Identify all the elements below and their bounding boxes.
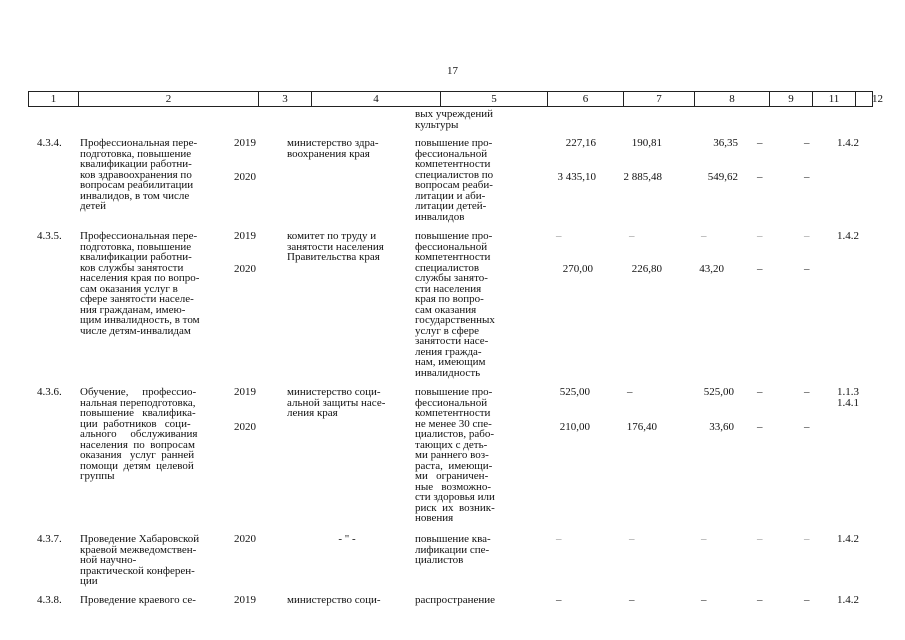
row-result: повышение про- фессиональной компетентности специалистов по вопросам реаби- литации и аби- литации детей- инвалидов — [415, 137, 494, 223]
continuation-text: вых учреждений культуры — [415, 108, 493, 131]
value-2020-federal: 2 885,48 — [623, 171, 662, 183]
value-2020-federal: 226,80 — [631, 263, 662, 275]
value-2019-regional: 36,35 — [713, 137, 738, 149]
value-2020-col9: – — [757, 263, 763, 275]
value-2020-total: 3 435,10 — [557, 171, 596, 183]
row-number: 4.3.8. — [37, 594, 62, 606]
value-2019-col9: – — [757, 137, 763, 149]
row-number: 4.3.5. — [37, 230, 62, 242]
row-result: повышение про- фессиональной компетентности специалистов службы занято- сти населения края по вопро- сам оказания государственных услуг в сфере занятости насе- ления гражда- нам, имеющим инвалидность — [415, 230, 495, 379]
value-2019-col9: – — [757, 594, 763, 606]
value-2020-col9: – — [757, 171, 763, 183]
value-2019-regional: – — [701, 230, 707, 242]
value-2020-col11: – — [804, 263, 810, 275]
row-year: 2019 — [234, 230, 256, 242]
value-2020-col11: – — [804, 533, 810, 545]
page-number: 17 — [447, 65, 458, 77]
value-2019-federal: – — [629, 230, 635, 242]
header-col-8: 8 — [695, 92, 770, 106]
row-code: 1.4.2 — [837, 230, 859, 242]
value-2019-regional: – — [701, 594, 707, 606]
value-2019-regional: 525,00 — [703, 386, 734, 398]
row-executor: комитет по труду и занятости населения Правительства края — [287, 230, 384, 263]
row-number: 4.3.7. — [37, 533, 62, 545]
row-year: 2020 — [234, 533, 256, 545]
row-result: распространение — [415, 594, 496, 606]
value-2020-total: – — [556, 533, 562, 545]
value-2020-regional: – — [701, 533, 707, 545]
header-col-5: 5 — [441, 92, 548, 106]
row-year: 2020 — [234, 171, 256, 183]
row-code: 1.4.2 — [837, 137, 859, 149]
row-result: повышение про- фессиональной компетентности не менее 30 спе- циалистов, рабо- тающих с деть- ми раннего воз- раста, имеющи- ми ограничен- ные возможно- сти здоровья или риск их возник- новения — [415, 386, 495, 524]
row-name: Профессиональная пере- подготовка, повышение квалификации работни- ков службы занятости населения края по вопро- сам оказания услуг в сфере занятости населе- ния гражданам, имею- щим инвалидность, в том числе детям-инвалидам — [80, 230, 200, 337]
value-2020-col11: – — [804, 421, 810, 433]
table-header — [28, 91, 883, 107]
value-2019-col11: – — [804, 594, 810, 606]
value-2019-total: – — [556, 230, 562, 242]
value-2019-total: 227,16 — [565, 137, 596, 149]
row-code: 1.4.2 — [837, 533, 859, 545]
row-year: 2019 — [234, 594, 256, 606]
value-2020-regional: 43,20 — [699, 263, 724, 275]
value-2020-col9: – — [757, 533, 763, 545]
header-col-11: 11 — [813, 92, 856, 106]
header-col-1: 1 — [29, 92, 79, 106]
row-name: Проведение краевого се- — [80, 594, 196, 606]
row-year: 2020 — [234, 263, 256, 275]
value-2020-col9: – — [757, 421, 763, 433]
row-code: 1.4.2 — [837, 594, 859, 606]
value-2019-col9: – — [757, 386, 763, 398]
value-2020-federal: – — [629, 533, 635, 545]
header-col-4: 4 — [312, 92, 441, 106]
value-2020-total: 270,00 — [562, 263, 593, 275]
row-year: 2019 — [234, 137, 256, 149]
row-code: 1.1.3 1.4.1 — [837, 386, 859, 409]
value-2019-federal: – — [629, 594, 635, 606]
value-2019-col11: – — [804, 230, 810, 242]
row-result: повышение ква- лификации спе- циалистов — [415, 533, 491, 566]
row-year: 2020 — [234, 421, 256, 433]
header-col-12: 12 — [872, 93, 883, 105]
value-2020-col11: – — [804, 171, 810, 183]
header-col-6: 6 — [548, 92, 624, 106]
row-name: Обучение, профессио- нальная переподготовка, повышение квалифика- ции работников соци- ального обслуживания населения по вопросам оказания услуг ранней помощи детям целевой группы — [80, 386, 198, 482]
header-col-3: 3 — [259, 92, 312, 106]
value-2020-regional: 549,62 — [707, 171, 738, 183]
value-2019-total: 525,00 — [559, 386, 590, 398]
value-2019-federal: 190,81 — [631, 137, 662, 149]
value-2019-col11: – — [804, 137, 810, 149]
row-executor: министерство здра- воохранения края — [287, 137, 379, 160]
row-number: 4.3.4. — [37, 137, 62, 149]
value-2020-total: 210,00 — [559, 421, 590, 433]
header-col-2: 2 — [79, 92, 259, 106]
row-year: 2019 — [234, 386, 256, 398]
header-col-9: 9 — [770, 92, 813, 106]
row-name: Проведение Хабаровской краевой межведомствен- ной научно- практической конферен- ции — [80, 533, 200, 587]
row-name: Профессиональная пере- подготовка, повышение квалификации работни- ков здравоохранения по вопросам реабилитации инвалидов, в том числе детей — [80, 137, 198, 212]
row-number: 4.3.6. — [37, 386, 62, 398]
value-2019-federal: – — [627, 386, 633, 398]
row-executor: министерство соци- альной защиты насе- ления края — [287, 386, 386, 419]
value-2020-federal: 176,40 — [626, 421, 657, 433]
row-executor: министерство соци- — [287, 594, 381, 606]
row-executor: - " - — [338, 533, 356, 545]
value-2019-col9: – — [757, 230, 763, 242]
header-col-7: 7 — [624, 92, 695, 106]
value-2019-total: – — [556, 594, 562, 606]
value-2020-regional: 33,60 — [709, 421, 734, 433]
value-2019-col11: – — [804, 386, 810, 398]
